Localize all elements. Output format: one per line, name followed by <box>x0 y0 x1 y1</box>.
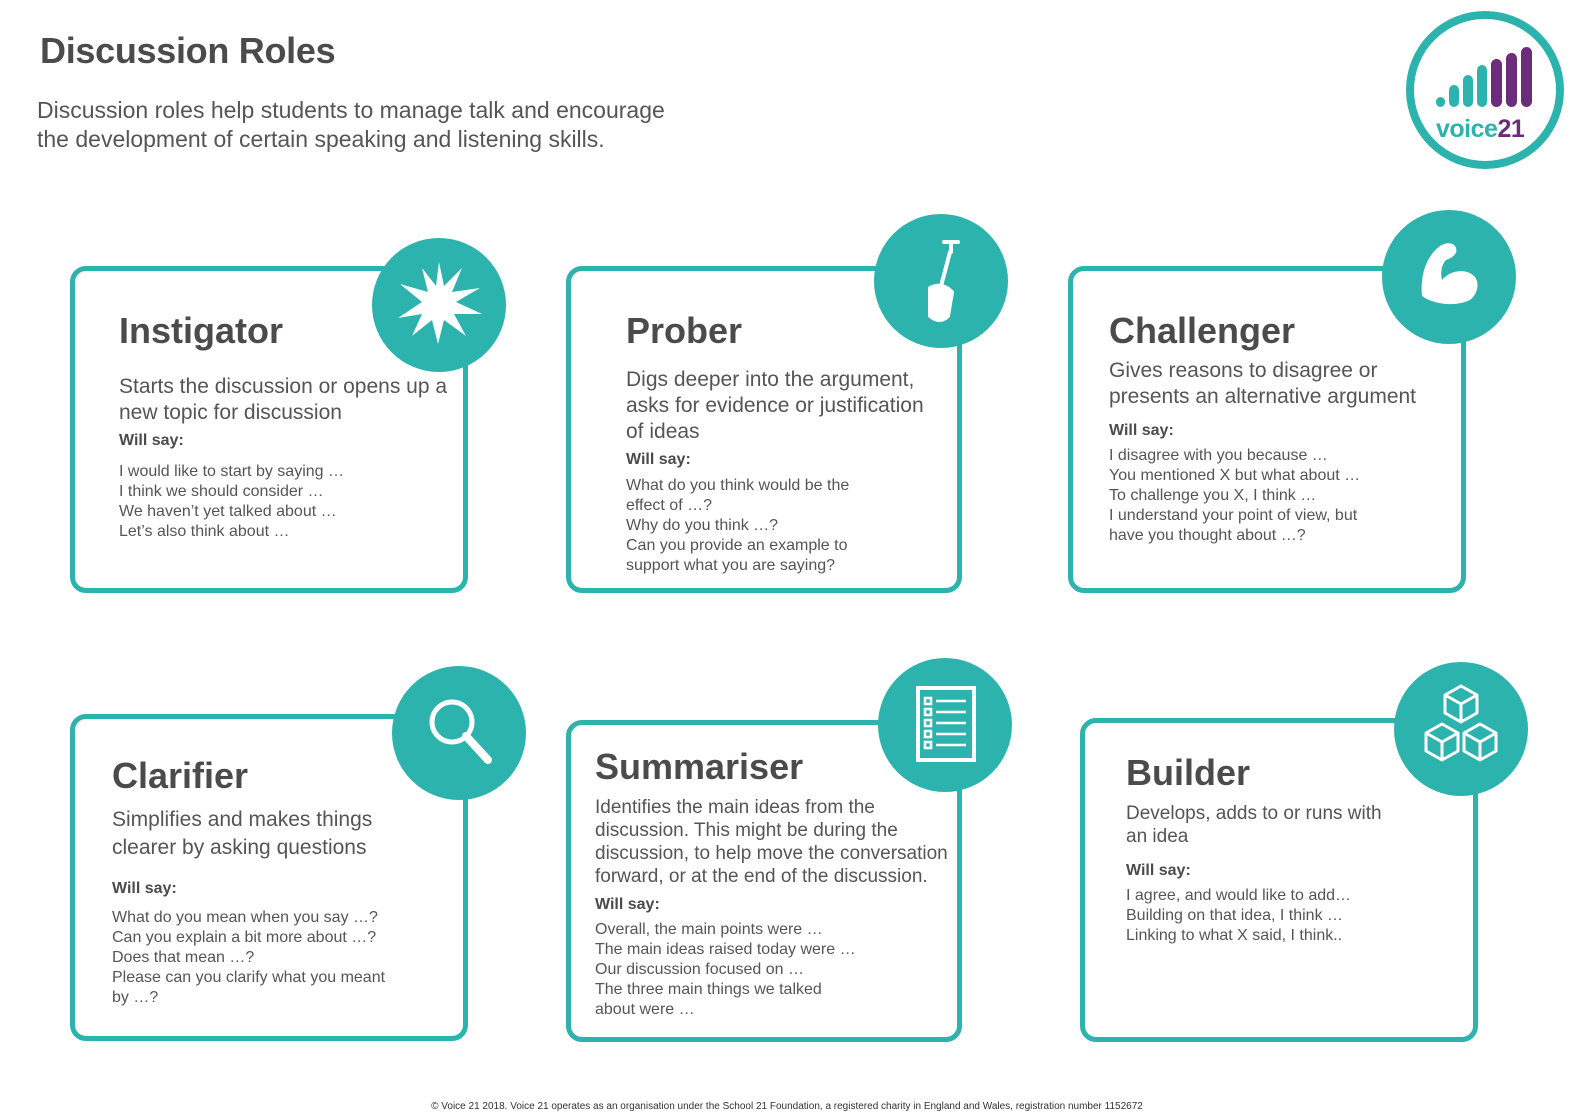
challenger-badge <box>1382 210 1516 344</box>
phrase-item: Does that mean …? <box>112 949 255 966</box>
logo-wordmark <box>1436 115 1524 144</box>
role-description: Gives reasons to disagree or presents an alternative argument <box>1109 359 1417 408</box>
intro-text: Discussion roles help students to manage talk and encourage the development of certain speaking and listening skills. <box>37 97 665 152</box>
summariser-badge <box>878 658 1012 792</box>
role-title: Prober <box>626 310 743 351</box>
voice21-logo <box>1406 11 1564 169</box>
role-title: Challenger <box>1109 310 1296 351</box>
role-description: Digs deeper into the argument, asks for evidence or justification of ideas <box>626 368 924 443</box>
role-title: Summariser <box>595 746 804 787</box>
shovel-icon <box>874 214 1008 348</box>
role-description: Starts the discussion or opens up a new topic for discussion <box>119 375 448 424</box>
prober-badge <box>874 214 1008 348</box>
will-say-label: Will say: <box>626 451 691 468</box>
phrase-list <box>112 908 397 1008</box>
checklist-icon <box>878 658 1012 792</box>
logo-number: 21 <box>1497 115 1525 143</box>
will-say-label: Will say: <box>112 880 177 897</box>
will-say-label: Will say: <box>1126 862 1191 879</box>
footer-copyright: © Voice 21 2018. Voice 21 operates as an organisation under the School 21 Foundation, a registered charity in England and Wales, registration number 1152672 <box>431 1101 1143 1112</box>
phrase-item: Can you provide an example to support what you are saying? <box>626 537 848 574</box>
page-title: Discussion Roles <box>40 30 336 71</box>
will-say-label: Will say: <box>1109 422 1174 439</box>
phrase-item: What do you think would be the effect of …? <box>626 477 850 514</box>
will-say-label: Will say: <box>119 432 184 449</box>
phrase-item: I understand your point of view, but have you thought about …? <box>1109 507 1358 544</box>
cubes-icon <box>1394 662 1528 796</box>
builder-badge <box>1394 662 1528 796</box>
magnifying-glass-icon <box>392 666 526 800</box>
phrase-list <box>595 920 860 1020</box>
clarifier-badge <box>392 666 526 800</box>
phrase-item: I think we should consider … <box>119 483 324 500</box>
flexed-arm-icon <box>1382 210 1516 344</box>
phrase-item: I would like to start by saying … <box>119 463 344 480</box>
phrase-item: Why do you think …? <box>626 517 779 534</box>
phrase-list <box>626 476 876 576</box>
phrase-item: Building on that idea, I think … <box>1126 907 1344 924</box>
role-title: Instigator <box>119 310 284 351</box>
role-description: Develops, adds to or runs with an idea <box>1126 803 1382 847</box>
phrase-item: Our discussion focused on … <box>595 961 804 978</box>
starburst-icon <box>372 238 506 372</box>
phrase-item: I disagree with you because … <box>1109 447 1328 464</box>
phrase-item: The three main things we talked about were … <box>595 981 822 1018</box>
phrase-item: You mentioned X but what about … <box>1109 467 1361 484</box>
will-say-label: Will say: <box>595 896 660 913</box>
phrase-item: To challenge you X, I think … <box>1109 487 1317 504</box>
role-title: Builder <box>1126 752 1251 793</box>
phrase-item: We haven’t yet talked about … <box>119 503 337 520</box>
role-description: Identifies the main ideas from the discussion. This might be during the discussion, to help move the conversation forward, or at the end of the discussion. <box>595 797 948 887</box>
phrase-list <box>1126 886 1406 946</box>
role-description: Simplifies and makes things clearer by asking questions <box>112 808 373 859</box>
logo-word: voice <box>1436 115 1498 143</box>
phrase-list <box>1109 446 1389 546</box>
phrase-item: Let’s also think about … <box>119 523 290 540</box>
role-title: Clarifier <box>112 755 249 796</box>
phrase-item: Please can you clarify what you meant by …? <box>112 969 386 1006</box>
phrase-item: Linking to what X said, I think.. <box>1126 927 1343 944</box>
phrase-list <box>119 462 449 542</box>
phrase-item: I agree, and would like to add… <box>1126 887 1352 904</box>
phrase-item: Can you explain a bit more about …? <box>112 929 377 946</box>
instigator-badge <box>372 238 506 372</box>
phrase-item: What do you mean when you say …? <box>112 909 378 926</box>
phrase-item: Overall, the main points were … <box>595 921 823 938</box>
phrase-item: The main ideas raised today were … <box>595 941 856 958</box>
